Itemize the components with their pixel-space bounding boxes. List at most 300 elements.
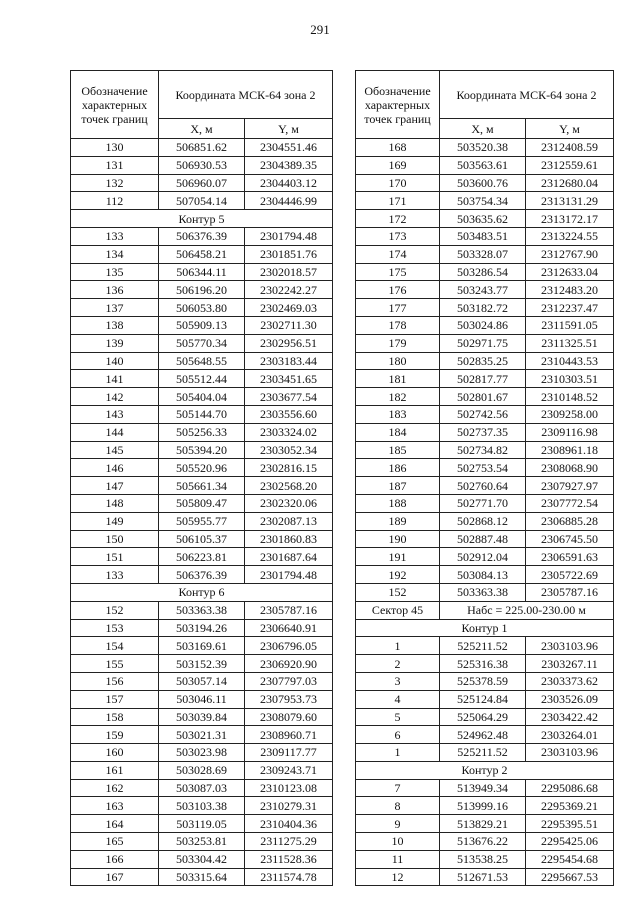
point-number: 136 [71,281,159,299]
coord-x: 503024.86 [440,316,526,334]
point-number: 150 [71,530,159,548]
coord-x: 503563.61 [440,156,526,174]
point-number: 162 [71,779,159,797]
coord-y: 2307797.03 [245,672,333,690]
section-row [71,583,333,601]
coord-y: 2305787.16 [526,583,614,601]
table-row [71,512,333,530]
header-point-label: Обозначение характерных точек границ [356,71,440,139]
point-number: 1 [356,744,440,762]
point-number: 138 [71,316,159,334]
table-row [356,316,614,334]
table-row [356,655,614,673]
table-row [356,548,614,566]
point-number: 8 [356,797,440,815]
coord-y: 2303267.11 [526,655,614,673]
point-number: 176 [356,281,440,299]
table-row [356,566,614,584]
coord-y: 2306640.91 [245,619,333,637]
coord-x: 525124.84 [440,690,526,708]
point-number: 168 [356,139,440,157]
coord-y: 2312237.47 [526,299,614,317]
table-row [71,744,333,762]
table-row [356,334,614,352]
point-number: 177 [356,299,440,317]
coord-y: 2311574.78 [245,868,333,886]
coord-y: 2303373.62 [526,672,614,690]
table-row [356,477,614,495]
point-number: 153 [71,619,159,637]
coord-y: 2309117.77 [245,744,333,762]
table-row [356,815,614,833]
table-row [356,210,614,228]
table-row [71,548,333,566]
table-row [71,405,333,423]
table-row [71,174,333,192]
coord-y: 2302087.13 [245,512,333,530]
coord-x: 503754.34 [440,192,526,210]
point-number: 167 [71,868,159,886]
point-number: 182 [356,388,440,406]
coord-x: 502742.56 [440,405,526,423]
coord-y: 2310303.51 [526,370,614,388]
section-title: Контур 5 [71,210,333,228]
coord-y: 2310148.52 [526,388,614,406]
coord-x: 505404.04 [159,388,245,406]
table-row [356,263,614,281]
point-number: 152 [356,583,440,601]
table-row [71,566,333,584]
table-row [356,299,614,317]
coord-x: 503194.26 [159,619,245,637]
coord-x: 506458.21 [159,245,245,263]
coord-y: 2308068.90 [526,459,614,477]
point-number: 4 [356,690,440,708]
coord-x: 506053.80 [159,299,245,317]
coord-y: 2310443.53 [526,352,614,370]
table-row [356,850,614,868]
coord-x: 505809.47 [159,494,245,512]
coord-x: 503182.72 [440,299,526,317]
point-number: 143 [71,405,159,423]
coord-y: 2302568.20 [245,477,333,495]
sector-row [356,601,614,619]
table-row [71,779,333,797]
coord-x: 503363.38 [440,583,526,601]
point-number: 147 [71,477,159,495]
table-row [71,494,333,512]
table-row [71,761,333,779]
coord-x: 503057.14 [159,672,245,690]
section-title: Контур 1 [356,619,614,637]
point-number: 163 [71,797,159,815]
point-number: 7 [356,779,440,797]
point-number: 10 [356,833,440,851]
coord-y: 2305722.69 [526,566,614,584]
table-row [356,779,614,797]
coord-x: 506196.20 [159,281,245,299]
point-number: 157 [71,690,159,708]
point-number: 178 [356,316,440,334]
table-row [71,797,333,815]
table-row [356,868,614,886]
table-row [71,139,333,157]
coord-y: 2305787.16 [245,601,333,619]
point-number: 11 [356,850,440,868]
table-row [71,530,333,548]
coord-y: 2301794.48 [245,566,333,584]
point-number: 139 [71,334,159,352]
coord-x: 506960.07 [159,174,245,192]
coord-x: 503520.38 [440,139,526,157]
point-number: 144 [71,423,159,441]
coord-x: 512671.53 [440,868,526,886]
table-row [71,334,333,352]
coord-x: 505144.70 [159,405,245,423]
coord-y: 2307953.73 [245,690,333,708]
point-number: 141 [71,370,159,388]
coord-y: 2306745.50 [526,530,614,548]
point-number: 130 [71,139,159,157]
coord-x: 525211.52 [440,744,526,762]
table-row [356,139,614,157]
table-row [356,530,614,548]
point-number: 112 [71,192,159,210]
point-number: 134 [71,245,159,263]
coord-x: 503087.03 [159,779,245,797]
coord-y: 2302018.57 [245,263,333,281]
coord-y: 2309243.71 [245,761,333,779]
point-number: 151 [71,548,159,566]
point-number: 189 [356,512,440,530]
coord-y: 2301794.48 [245,227,333,245]
section-title: Контур 6 [71,583,333,601]
table-row [71,477,333,495]
table-row [356,281,614,299]
coord-x: 506105.37 [159,530,245,548]
point-number: 181 [356,370,440,388]
coord-y: 2302320.06 [245,494,333,512]
table-row [71,637,333,655]
table-body-right [356,139,614,886]
coord-x: 505394.20 [159,441,245,459]
point-number: 149 [71,512,159,530]
coord-x: 503046.11 [159,690,245,708]
coord-y: 2311325.51 [526,334,614,352]
header-x: X, м [440,119,526,139]
point-number: 158 [71,708,159,726]
point-number: 132 [71,174,159,192]
table-row [71,655,333,673]
coord-x: 513829.21 [440,815,526,833]
coord-x: 503483.51 [440,227,526,245]
coord-y: 2311528.36 [245,850,333,868]
table-row [71,388,333,406]
coord-y: 2310279.31 [245,797,333,815]
table-row [71,316,333,334]
point-number: 183 [356,405,440,423]
table-row [71,459,333,477]
table-row [356,672,614,690]
coord-y: 2303677.54 [245,388,333,406]
coord-x: 505770.34 [159,334,245,352]
section-row [356,761,614,779]
coord-x: 505955.77 [159,512,245,530]
point-number: 187 [356,477,440,495]
coord-y: 2303264.01 [526,726,614,744]
table-row [71,156,333,174]
point-number: 180 [356,352,440,370]
table-row [71,850,333,868]
point-number: 186 [356,459,440,477]
coord-x: 503286.54 [440,263,526,281]
coord-x: 505909.13 [159,316,245,334]
coord-x: 503039.84 [159,708,245,726]
coord-x: 503243.77 [440,281,526,299]
coord-x: 525378.59 [440,672,526,690]
point-number: 173 [356,227,440,245]
table-row [356,192,614,210]
coord-y: 2303451.65 [245,370,333,388]
point-number: 148 [71,494,159,512]
coord-y: 2302242.27 [245,281,333,299]
coord-x: 503635.62 [440,210,526,228]
coord-y: 2304551.46 [245,139,333,157]
header-point-label: Обозначение характерных точек границ [71,71,159,139]
coord-x: 506344.11 [159,263,245,281]
header-y: Y, м [526,119,614,139]
header-x: X, м [159,119,245,139]
coord-x: 505661.34 [159,477,245,495]
coord-x: 503304.42 [159,850,245,868]
coord-y: 2303052.34 [245,441,333,459]
table-row [71,619,333,637]
point-number: 9 [356,815,440,833]
coord-x: 525064.29 [440,708,526,726]
coord-y: 2310404.36 [245,815,333,833]
table-row [71,423,333,441]
point-number: 135 [71,263,159,281]
coord-y: 2302711.30 [245,316,333,334]
coord-y: 2304446.99 [245,192,333,210]
point-number: 2 [356,655,440,673]
coord-x: 513676.22 [440,833,526,851]
coord-y: 2303183.44 [245,352,333,370]
point-number: 155 [71,655,159,673]
table-row [356,637,614,655]
point-number: 156 [71,672,159,690]
table-row [356,797,614,815]
coord-x: 506376.39 [159,566,245,584]
point-number: 159 [71,726,159,744]
coord-y: 2312680.04 [526,174,614,192]
point-number: 5 [356,708,440,726]
coord-y: 2301687.64 [245,548,333,566]
section-title: Контур 2 [356,761,614,779]
section-row [356,619,614,637]
table-row [356,227,614,245]
coord-y: 2303526.09 [526,690,614,708]
point-number: 160 [71,744,159,762]
table-row [71,690,333,708]
coord-x: 502868.12 [440,512,526,530]
coord-y: 2304403.12 [245,174,333,192]
point-number: 191 [356,548,440,566]
coord-x: 502734.82 [440,441,526,459]
point-number: 140 [71,352,159,370]
coord-x: 502760.64 [440,477,526,495]
point-number: 169 [356,156,440,174]
table-row [71,441,333,459]
point-number: 172 [356,210,440,228]
coord-y: 2302816.15 [245,459,333,477]
coord-x: 506930.53 [159,156,245,174]
table-row [71,299,333,317]
point-number: 165 [71,833,159,851]
coord-y: 2302469.03 [245,299,333,317]
coord-x: 525316.38 [440,655,526,673]
table-row [71,815,333,833]
coord-x: 506376.39 [159,227,245,245]
point-number: 161 [71,761,159,779]
coord-x: 503600.76 [440,174,526,192]
coord-x: 506851.62 [159,139,245,157]
table-row [356,459,614,477]
table-row [356,245,614,263]
point-number: 171 [356,192,440,210]
table-row [71,281,333,299]
point-number: 1 [356,637,440,655]
coord-x: 525211.52 [440,637,526,655]
coord-y: 2295667.53 [526,868,614,886]
table-row [356,690,614,708]
table-row [356,744,614,762]
point-number: 188 [356,494,440,512]
coord-x: 503253.81 [159,833,245,851]
coord-y: 2307772.54 [526,494,614,512]
coord-x: 503169.61 [159,637,245,655]
coord-y: 2303324.02 [245,423,333,441]
coord-y: 2308961.18 [526,441,614,459]
point-number: 175 [356,263,440,281]
header-coord-label: Координата МСК-64 зона 2 [440,71,614,119]
table-row [71,672,333,690]
coord-y: 2306591.63 [526,548,614,566]
table-row [356,441,614,459]
coord-y: 2303103.96 [526,744,614,762]
coordinates-table-left [70,70,333,886]
coord-x: 503119.05 [159,815,245,833]
coord-x: 505648.55 [159,352,245,370]
table-row [71,245,333,263]
table-row [356,833,614,851]
coord-x: 506223.81 [159,548,245,566]
coord-x: 513949.34 [440,779,526,797]
coord-x: 503021.31 [159,726,245,744]
point-number: 142 [71,388,159,406]
coord-y: 2295454.68 [526,850,614,868]
sector-label: Сектор 45 [356,601,440,619]
coordinates-table-right [355,70,614,886]
table-row [356,423,614,441]
coord-x: 505512.44 [159,370,245,388]
table-row [356,370,614,388]
coord-y: 2313131.29 [526,192,614,210]
coord-x: 502737.35 [440,423,526,441]
coord-x: 513538.25 [440,850,526,868]
table-row [71,708,333,726]
table-row [356,405,614,423]
coord-y: 2301860.83 [245,530,333,548]
table-row [356,156,614,174]
table-row [71,192,333,210]
coord-y: 2309258.00 [526,405,614,423]
coord-y: 2308079.60 [245,708,333,726]
coord-y: 2313172.17 [526,210,614,228]
table-row [356,174,614,192]
coord-y: 2312633.04 [526,263,614,281]
coord-x: 502817.77 [440,370,526,388]
point-number: 185 [356,441,440,459]
table-row [356,583,614,601]
coord-x: 505520.96 [159,459,245,477]
coord-x: 503028.69 [159,761,245,779]
point-number: 3 [356,672,440,690]
point-number: 164 [71,815,159,833]
page-number: 291 [310,22,330,37]
coord-x: 524962.48 [440,726,526,744]
coord-y: 2295425.06 [526,833,614,851]
coord-y: 2313224.55 [526,227,614,245]
coord-y: 2311591.05 [526,316,614,334]
table-row [356,512,614,530]
coord-x: 502971.75 [440,334,526,352]
table-body-left [71,139,333,886]
point-number: 170 [356,174,440,192]
coord-x: 502771.70 [440,494,526,512]
point-number: 152 [71,601,159,619]
table-row [71,227,333,245]
point-number: 166 [71,850,159,868]
coord-x: 505256.33 [159,423,245,441]
coord-y: 2306796.05 [245,637,333,655]
table-row [71,263,333,281]
table-row [356,388,614,406]
table-row [356,708,614,726]
coord-x: 502753.54 [440,459,526,477]
table-row [71,601,333,619]
table-row [71,370,333,388]
point-number: 192 [356,566,440,584]
section-row [71,210,333,228]
point-number: 133 [71,566,159,584]
coord-x: 503315.64 [159,868,245,886]
coord-y: 2312408.59 [526,139,614,157]
coord-x: 503023.98 [159,744,245,762]
point-number: 131 [71,156,159,174]
point-number: 6 [356,726,440,744]
table-row [71,726,333,744]
sector-height: Набс = 225.00-230.00 м [440,601,614,619]
coord-x: 503363.38 [159,601,245,619]
coord-y: 2306920.90 [245,655,333,673]
table-row [71,868,333,886]
coord-y: 2295086.68 [526,779,614,797]
point-number: 137 [71,299,159,317]
coord-x: 502801.67 [440,388,526,406]
coord-x: 503152.39 [159,655,245,673]
coord-y: 2309116.98 [526,423,614,441]
